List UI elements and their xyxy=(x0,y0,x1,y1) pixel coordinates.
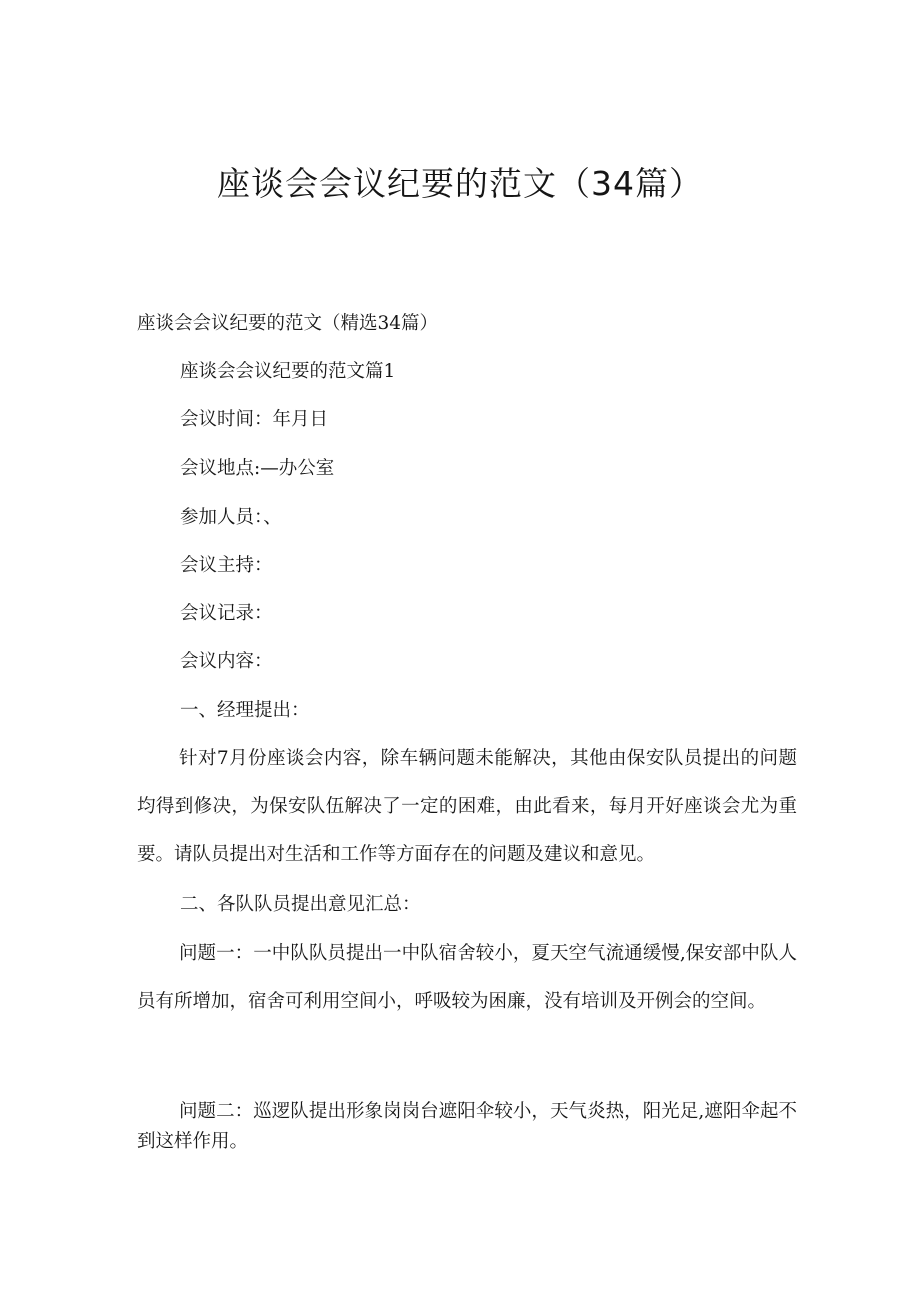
meeting-place: 会议地点:—办公室 xyxy=(180,458,335,479)
part2-heading: 二、各队队员提出意见汇总： xyxy=(180,894,421,915)
meeting-host: 会议主持： xyxy=(180,555,273,576)
issue-2: 问题二：巡逻队提出形象岗岗台遮阳伞较小，天气炎热，阳光足,遮阳伞起不到这样作用。 xyxy=(137,1101,797,1152)
section-heading: 座谈会会议纪要的范文篇1 xyxy=(180,361,396,382)
meeting-time: 会议时间：年月日 xyxy=(180,409,329,430)
document-title: 座谈会会议纪要的范文（34篇） xyxy=(217,164,703,203)
participants: 参加人员：、 xyxy=(180,507,282,528)
part1-heading: 一、经理提出： xyxy=(180,700,310,721)
part1-body: 针对7月份座谈会内容，除车辆问题未能解决，其他由保安队员提出的问题均得到修决，为保安队伍解决了一定的困难，由此看来，每月开好座谈会尤为重要。请队员提出对生活和工作等方面存在的问题及建议和意见。 xyxy=(137,748,797,865)
meeting-content-label: 会议内容： xyxy=(180,651,273,672)
issue-1: 问题一：一中队队员提出一中队宿舍较小，夏天空气流通缓慢,保安部中队人员有所增加，宿舍可利用空间小，呼吸较为困廉，没有培训及开例会的空间。 xyxy=(137,943,797,1012)
document-subtitle: 座谈会会议纪要的范文（精选34篇） xyxy=(137,313,439,334)
meeting-recorder: 会议记录： xyxy=(180,603,273,624)
